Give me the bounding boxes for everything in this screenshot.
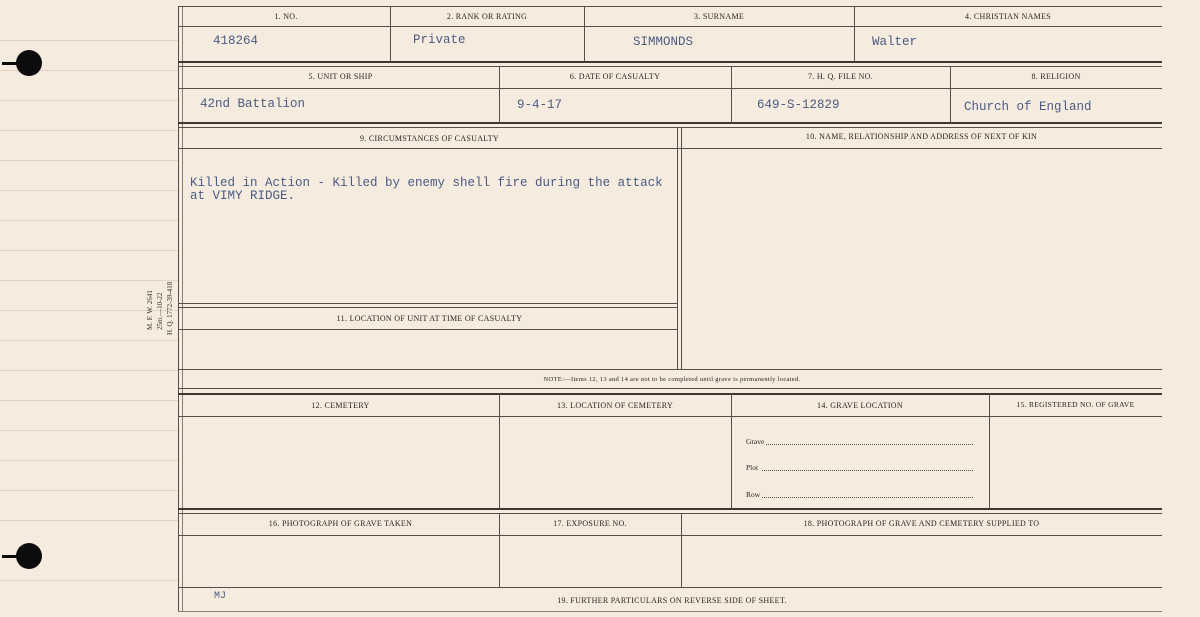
header-registered-no: 15. REGISTERED NO. OF GRAVE bbox=[1016, 400, 1135, 409]
header-photo-taken: 16. PHOTOGRAPH OF GRAVE TAKEN bbox=[268, 519, 413, 528]
label-plot: Plot bbox=[746, 463, 759, 472]
label-grave: Grave bbox=[746, 437, 765, 446]
header-photo-supplied: 18. PHOTOGRAPH OF GRAVE AND CEMETERY SUPPLIED TO bbox=[803, 519, 1040, 528]
form-left-border bbox=[178, 6, 179, 612]
field-christian-names: Walter bbox=[872, 35, 918, 49]
binder-hole-top bbox=[16, 50, 42, 76]
header-rank: 2. RANK OR RATING bbox=[446, 12, 528, 21]
field-no: 418264 bbox=[213, 34, 259, 48]
header-location-cemetery: 13. LOCATION OF CEMETERY bbox=[556, 401, 674, 410]
header-no: 1. NO. bbox=[274, 12, 298, 21]
field-circumstances-line2: at VIMY RIDGE. bbox=[190, 189, 296, 203]
header-exposure: 17. EXPOSURE NO. bbox=[553, 519, 627, 528]
header-hq-file: 7. H. Q. FILE NO. bbox=[807, 72, 874, 81]
header-christian-names: 4. CHRISTIAN NAMES bbox=[964, 12, 1052, 21]
header-grave-location: 14. GRAVE LOCATION bbox=[817, 401, 903, 410]
header-date: 6. DATE OF CASUALTY bbox=[569, 72, 661, 81]
header-religion: 8. RELIGION bbox=[1031, 72, 1081, 81]
field-surname: SIMMONDS bbox=[633, 35, 694, 49]
header-next-of-kin: 10. NAME, RELATIONSHIP AND ADDRESS OF NEXT OF KIN bbox=[805, 132, 1038, 141]
label-row: Row bbox=[746, 490, 761, 499]
field-date: 9-4-17 bbox=[517, 98, 563, 112]
header-further: 19. FURTHER PARTICULARS ON REVERSE SIDE OF SHEET. bbox=[557, 596, 787, 605]
side-print-line2: 25m.—10-22 bbox=[156, 292, 164, 330]
field-hq-file: 649-S-12829 bbox=[757, 98, 840, 112]
header-circumstances: 9. CIRCUMSTANCES OF CASUALTY bbox=[359, 134, 500, 143]
note-text: NOTE:—Items 12, 13 and 14 are not to be completed until grave is permanently located. bbox=[543, 376, 801, 383]
field-religion: Church of England bbox=[964, 100, 1092, 114]
header-surname: 3. SURNAME bbox=[693, 12, 745, 21]
binder-hole-top-tab bbox=[2, 62, 18, 65]
side-print-line3: H. Q. 1772-39-418 bbox=[166, 281, 174, 335]
field-initials: MJ bbox=[214, 591, 227, 602]
binder-hole-bottom-tab bbox=[2, 555, 18, 558]
header-location-unit: 11. LOCATION OF UNIT AT TIME OF CASUALTY bbox=[336, 314, 523, 323]
binder-hole-bottom bbox=[16, 543, 42, 569]
header-cemetery: 12. CEMETERY bbox=[311, 401, 370, 410]
field-rank: Private bbox=[413, 33, 466, 47]
field-unit: 42nd Battalion bbox=[200, 97, 306, 111]
field-circumstances-line1: Killed in Action - Killed by enemy shell fire during the attack bbox=[190, 176, 663, 190]
header-unit: 5. UNIT OR SHIP bbox=[308, 72, 373, 81]
side-print-line1: M. F. W. 2641 bbox=[146, 290, 154, 330]
